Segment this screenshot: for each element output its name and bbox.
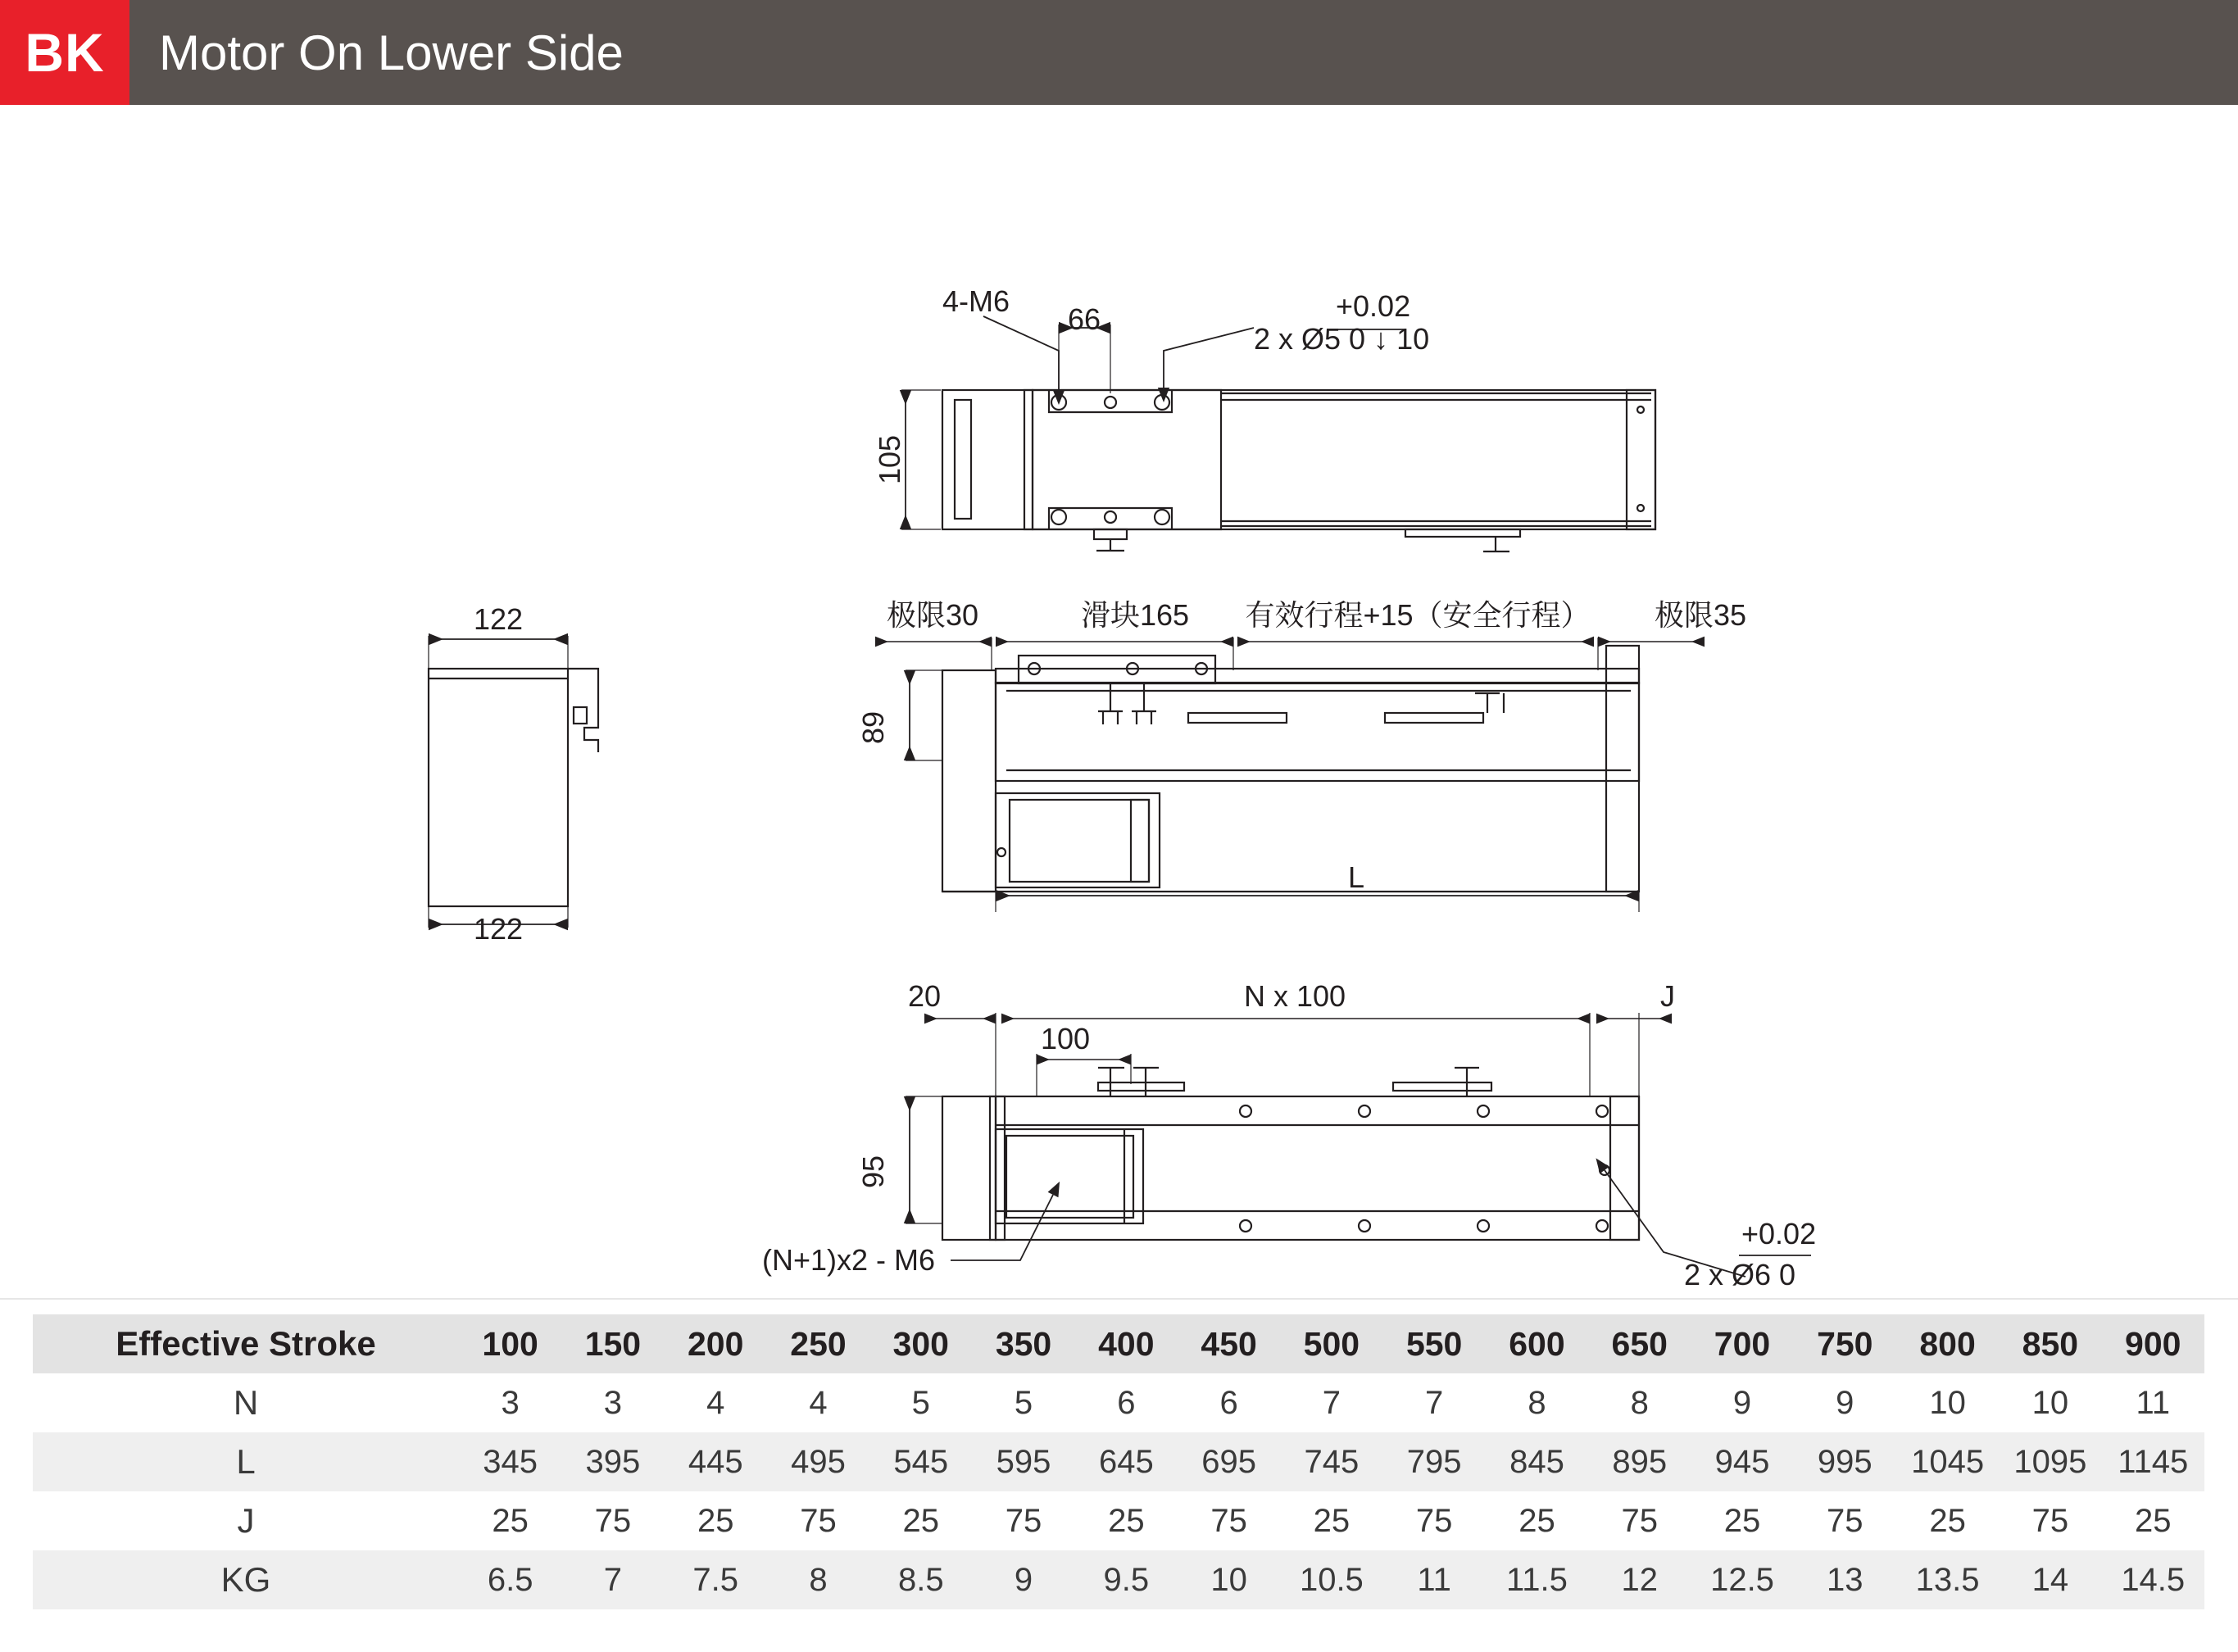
label-dim-95: 95: [856, 1155, 890, 1189]
table-cell: 4: [706, 1384, 725, 1421]
table-col-header: 900: [2102, 1314, 2205, 1373]
table-col-header: 200: [665, 1314, 767, 1373]
table-cell: 5: [1014, 1384, 1033, 1421]
table-cell: 545: [893, 1443, 949, 1480]
table-col-header: 800: [1896, 1314, 1999, 1373]
table-col-header: 400: [1075, 1314, 1178, 1373]
table-col-header: 450: [1178, 1314, 1280, 1373]
brand-badge: BK: [0, 0, 129, 105]
label-dim-J: J: [1660, 979, 1675, 1013]
table-cell: 4: [809, 1384, 828, 1421]
table-row: [33, 1550, 2204, 1609]
table-cell: 3: [603, 1384, 623, 1421]
table-cell: 75: [594, 1502, 632, 1539]
table-cell: 12: [1621, 1561, 1658, 1598]
label-hole-2x5: 2 x Ø5 0 ↓ 10: [1254, 322, 1430, 356]
table-cell: 8: [1630, 1384, 1649, 1421]
table-cell: 7: [1322, 1384, 1341, 1421]
table-cell: 11: [2136, 1384, 2171, 1421]
table-cell: 25: [1723, 1502, 1761, 1539]
table-cell: 645: [1098, 1443, 1154, 1480]
table-cell: 13: [1827, 1561, 1863, 1598]
label-dim-66: 66: [1067, 302, 1101, 336]
label-n1x2-m6: (N+1)x2 - M6: [762, 1243, 936, 1277]
table-cell: 8: [1528, 1384, 1546, 1421]
table-cell: 75: [2031, 1502, 2069, 1539]
label-dim-122-top: 122: [473, 602, 524, 636]
table-cell: 1045: [1911, 1443, 1985, 1480]
table-cell: 895: [1612, 1443, 1668, 1480]
table-col-header: 100: [459, 1314, 561, 1373]
table-cell: 10: [2031, 1384, 2069, 1421]
label-limit-30: 极限30: [886, 598, 979, 632]
table-cell: 6: [1117, 1384, 1136, 1421]
table-cell: 14: [2031, 1561, 2069, 1598]
label-dim-105: 105: [873, 434, 906, 485]
table-cell: 25: [1313, 1502, 1351, 1539]
table-cell: 12.5: [1710, 1561, 1774, 1598]
page-header: [0, 0, 2238, 105]
spec-table-wrap: [0, 1300, 2238, 1609]
table-cell: 6.5: [487, 1561, 533, 1598]
label-limit-35: 极限35: [1654, 598, 1747, 632]
table-cell: 75: [1827, 1502, 1863, 1539]
label-dim-20: 20: [907, 979, 942, 1013]
table-cell: 10.5: [1299, 1561, 1364, 1598]
table-col-header: 150: [561, 1314, 664, 1373]
spec-table: [33, 1314, 2204, 1609]
table-col-header: Effective Stroke: [33, 1314, 459, 1373]
table-col-header: 550: [1383, 1314, 1486, 1373]
table-cell: 495: [791, 1443, 846, 1480]
table-cell: 845: [1509, 1443, 1564, 1480]
table-cell: 6: [1219, 1384, 1238, 1421]
table-header-row: [33, 1314, 2204, 1373]
table-cell: 11: [1417, 1561, 1451, 1598]
label-hole-2x6: 2 x Ø6 0: [1684, 1258, 1796, 1291]
table-cell: 10: [1929, 1384, 1966, 1421]
table-cell: 445: [688, 1443, 743, 1480]
table-cell: 7: [1425, 1384, 1444, 1421]
table-cell: 75: [1621, 1502, 1658, 1539]
table-cell: 695: [1201, 1443, 1256, 1480]
table-col-header: 600: [1486, 1314, 1588, 1373]
page-title: Motor On Lower Side: [159, 25, 624, 80]
table-cell: 9: [1014, 1561, 1033, 1598]
table-cell: 1095: [2013, 1443, 2087, 1480]
table-cell: 25: [1518, 1502, 1555, 1539]
table-cell: 25: [2135, 1502, 2172, 1539]
table-cell: 395: [585, 1443, 641, 1480]
table-cell: 745: [1304, 1443, 1360, 1480]
table-cell: 995: [1817, 1443, 1873, 1480]
table-row: [33, 1491, 2204, 1550]
row-label: J: [237, 1501, 255, 1540]
table-cell: 795: [1406, 1443, 1462, 1480]
table-col-header: 300: [869, 1314, 972, 1373]
label-dim-89: 89: [856, 710, 890, 745]
table-cell: 25: [492, 1502, 529, 1539]
table-cell: 9: [1732, 1384, 1752, 1421]
table-cell: 75: [1210, 1502, 1247, 1539]
table-cell: 1145: [2118, 1443, 2189, 1480]
table-cell: 945: [1714, 1443, 1770, 1480]
row-label: N: [233, 1383, 259, 1422]
table-cell: 345: [483, 1443, 538, 1480]
label-dim-nx100: N x 100: [1243, 979, 1346, 1013]
table-cell: 14.5: [2121, 1561, 2186, 1598]
drawing-svg: [0, 105, 2238, 1300]
label-dim-L: L: [1347, 860, 1365, 894]
table-col-header: 850: [1999, 1314, 2101, 1373]
table-cell: 75: [800, 1502, 837, 1539]
table-col-header: 650: [1588, 1314, 1691, 1373]
technical-drawing-area: [0, 105, 2238, 1300]
table-cell: 25: [902, 1502, 940, 1539]
table-cell: 13.5: [1915, 1561, 1980, 1598]
row-label: KG: [220, 1560, 271, 1599]
label-dim-122-bottom: 122: [473, 912, 524, 946]
table-col-header: 250: [767, 1314, 869, 1373]
label-effective-stroke: 有效行程+15（安全行程）: [1245, 598, 1591, 632]
table-cell: 9.5: [1103, 1561, 1150, 1598]
table-cell: 25: [1929, 1502, 1966, 1539]
table-cell: 75: [1005, 1502, 1042, 1539]
table-col-header: 700: [1691, 1314, 1793, 1373]
table-cell: 8: [809, 1561, 828, 1598]
table-col-header: 750: [1794, 1314, 1896, 1373]
table-row: [33, 1432, 2204, 1491]
table-col-header: 500: [1280, 1314, 1382, 1373]
label-slider-165: 滑块165: [1080, 598, 1190, 632]
table-cell: 75: [1415, 1502, 1453, 1539]
label-dim-100: 100: [1040, 1022, 1091, 1055]
label-tolerance-top: +0.02: [1336, 289, 1411, 323]
table-cell: 25: [697, 1502, 734, 1539]
table-cell: 11.5: [1506, 1561, 1568, 1598]
table-col-header: 350: [972, 1314, 1074, 1373]
table-cell: 7.5: [692, 1561, 738, 1598]
label-4-m6: 4-M6: [942, 284, 1010, 318]
table-row: [33, 1373, 2204, 1432]
table-cell: 25: [1108, 1502, 1145, 1539]
table-cell: 9: [1836, 1384, 1854, 1421]
table-cell: 595: [996, 1443, 1051, 1480]
row-label: L: [236, 1442, 256, 1481]
label-tolerance-bottom: +0.02: [1741, 1217, 1817, 1250]
table-cell: 10: [1210, 1561, 1247, 1598]
table-cell: 7: [603, 1561, 623, 1598]
table-cell: 8.5: [897, 1561, 944, 1598]
table-cell: 5: [911, 1384, 930, 1421]
table-cell: 3: [501, 1384, 520, 1421]
